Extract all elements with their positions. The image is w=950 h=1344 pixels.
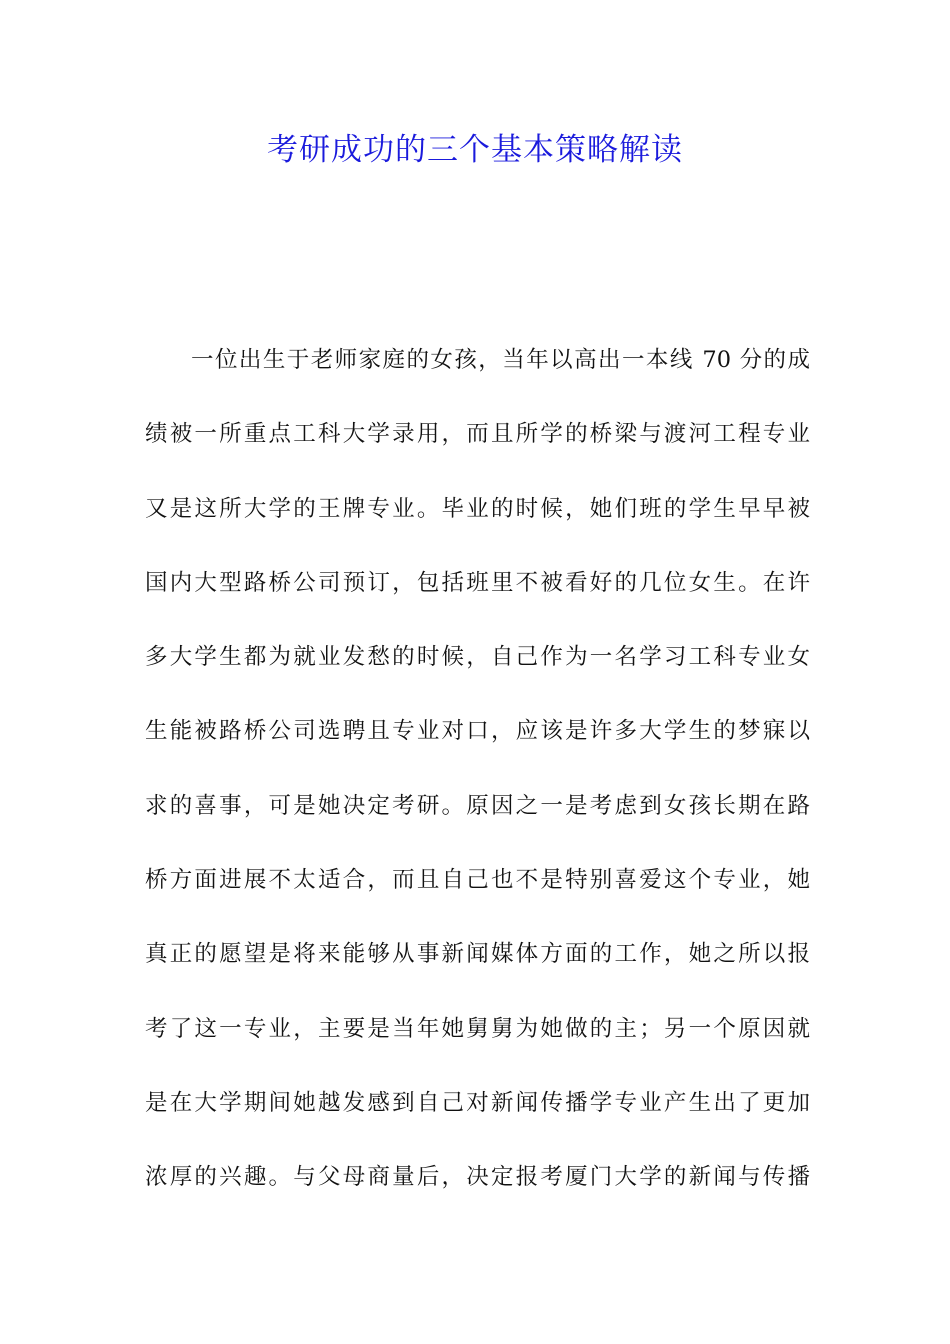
paragraph-line: 绩被一所重点工科大学录用，而且所学的桥梁与渡河工程专业 xyxy=(145,421,810,448)
body-paragraph xyxy=(145,340,810,1232)
paragraph-line: 一位出生于老师家庭的女孩，当年以高出一本线 70 分的成 xyxy=(191,347,810,373)
paragraph-line: 桥方面进展不太适合，而且自己也不是特别喜爱这个专业，她 xyxy=(145,867,810,894)
paragraph-line: 考了这一专业，主要是当年她舅舅为她做的主；另一个原因就 xyxy=(145,1015,810,1042)
paragraph-line: 国内大型路桥公司预订，包括班里不被看好的几位女生。在许 xyxy=(145,569,810,596)
paragraph-line: 又是这所大学的王牌专业。毕业的时候，她们班的学生早早被 xyxy=(145,495,810,522)
paragraph-line: 生能被路桥公司选聘且专业对口，应该是许多大学生的梦寐以 xyxy=(145,718,810,745)
paragraph-line: 真正的愿望是将来能够从事新闻媒体方面的工作，她之所以报 xyxy=(145,941,810,968)
paragraph-line: 多大学生都为就业发愁的时候，自己作为一名学习工科专业女 xyxy=(145,644,810,671)
paragraph-line: 浓厚的兴趣。与父母商量后，决定报考厦门大学的新闻与传播 xyxy=(145,1164,810,1191)
paragraph-line: 是在大学期间她越发感到自己对新闻传播学专业产生出了更加 xyxy=(145,1089,810,1116)
document-title: 考研成功的三个基本策略解读 xyxy=(267,132,683,168)
paragraph-line: 求的喜事，可是她决定考研。原因之一是考虑到女孩长期在路 xyxy=(145,792,810,819)
